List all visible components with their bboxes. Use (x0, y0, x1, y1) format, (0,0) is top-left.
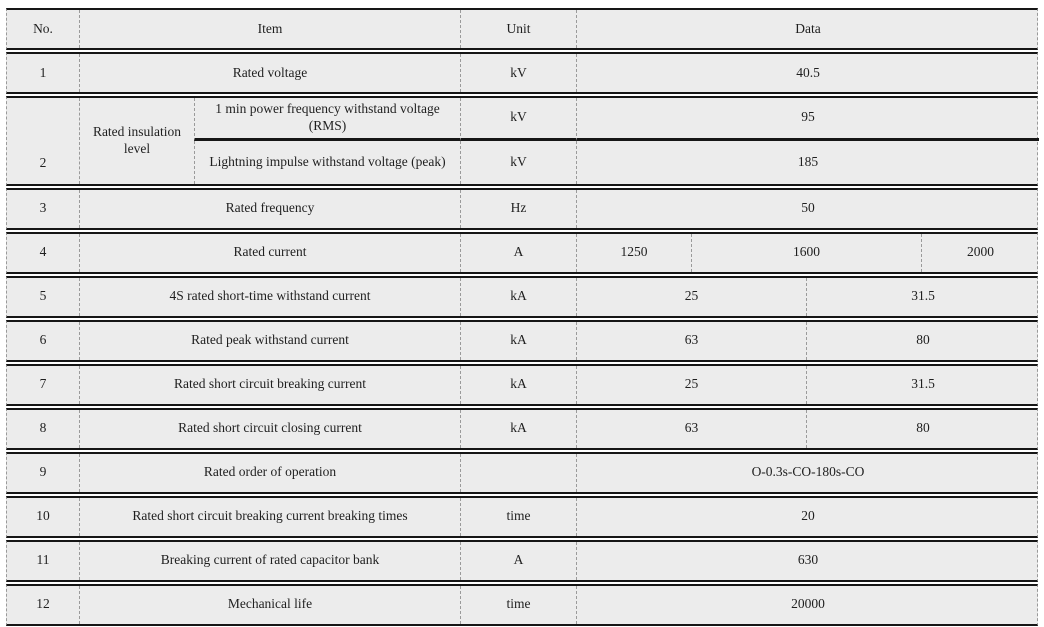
unit-cell (460, 454, 576, 492)
no-cell: 5 (39, 288, 47, 304)
data-cell: 40.5 (576, 54, 1039, 92)
unit-cell: time (460, 498, 576, 536)
table-row (6, 188, 1038, 230)
data-cell: 20 (576, 498, 1039, 536)
item-cell: Mechanical life (79, 586, 460, 624)
item-group-cell: Rated insulation level (79, 98, 194, 184)
table-row (6, 232, 1038, 274)
data-cell: 1250 (576, 234, 691, 272)
no-cell: 4 (39, 244, 47, 260)
data-cell: 1600 (691, 234, 921, 272)
header-item: Item (79, 10, 460, 48)
table-row (6, 584, 1038, 626)
no-cell: 10 (36, 508, 50, 524)
data-cell: O-0.3s-CO-180s-CO (576, 454, 1039, 492)
unit-cell: kA (460, 322, 576, 360)
data-cell: 31.5 (806, 366, 1039, 404)
table-header-row (6, 8, 1038, 50)
data-cell: 95 (576, 98, 1039, 141)
unit-cell: Hz (460, 190, 576, 228)
item-cell: Rated short circuit breaking current breaking times (79, 498, 460, 536)
item-cell: Rated order of operation (79, 454, 460, 492)
data-cell: 63 (576, 410, 806, 448)
no-cell: 8 (39, 420, 47, 436)
header-data: Data (576, 10, 1039, 48)
data-cell: 25 (576, 278, 806, 316)
no-cell: 1 (39, 64, 47, 80)
data-cell: 2000 (921, 234, 1039, 272)
no-cell: 6 (39, 332, 47, 348)
unit-cell: kA (460, 366, 576, 404)
table-row (6, 276, 1038, 318)
data-cell: 20000 (576, 586, 1039, 624)
table-row (6, 452, 1038, 494)
no-cell: 3 (39, 200, 47, 216)
table-row (6, 496, 1038, 538)
table-row-merged (6, 96, 1038, 186)
table-row (6, 364, 1038, 406)
no-cell: 9 (39, 464, 47, 480)
no-cell: 11 (36, 552, 50, 568)
header-no: No. (33, 20, 53, 36)
item-cell: Rated current (79, 234, 460, 272)
item-cell: Breaking current of rated capacitor bank (79, 542, 460, 580)
item-cell: 4S rated short-time withstand current (79, 278, 460, 316)
item-cell: Rated voltage (79, 54, 460, 92)
data-cell: 31.5 (806, 278, 1039, 316)
data-cell: 25 (576, 366, 806, 404)
unit-cell: kV (460, 141, 576, 184)
unit-cell: A (460, 542, 576, 580)
unit-cell: A (460, 234, 576, 272)
data-cell: 50 (576, 190, 1039, 228)
data-cell: 630 (576, 542, 1039, 580)
table-row (6, 52, 1038, 94)
table-row (6, 320, 1038, 362)
item-cell: Lightning impulse withstand voltage (peak) (194, 141, 460, 184)
item-cell: Rated short circuit breaking current (79, 366, 460, 404)
spec-table (6, 8, 1038, 626)
item-cell: 1 min power frequency withstand voltage (RMS) (194, 98, 460, 141)
item-cell: Rated frequency (79, 190, 460, 228)
no-cell: 2 (39, 154, 47, 170)
unit-cell: time (460, 586, 576, 624)
unit-cell: kA (460, 410, 576, 448)
header-unit: Unit (460, 10, 576, 48)
no-cell: 7 (39, 376, 47, 392)
unit-cell: kA (460, 278, 576, 316)
item-cell: Rated peak withstand current (79, 322, 460, 360)
item-cell: Rated short circuit closing current (79, 410, 460, 448)
data-cell: 63 (576, 322, 806, 360)
unit-cell: kV (460, 54, 576, 92)
table-row (6, 540, 1038, 582)
data-cell: 80 (806, 322, 1039, 360)
table-row (6, 408, 1038, 450)
no-cell: 12 (36, 596, 50, 612)
data-cell: 80 (806, 410, 1039, 448)
data-cell: 185 (576, 141, 1039, 184)
unit-cell: kV (460, 98, 576, 141)
